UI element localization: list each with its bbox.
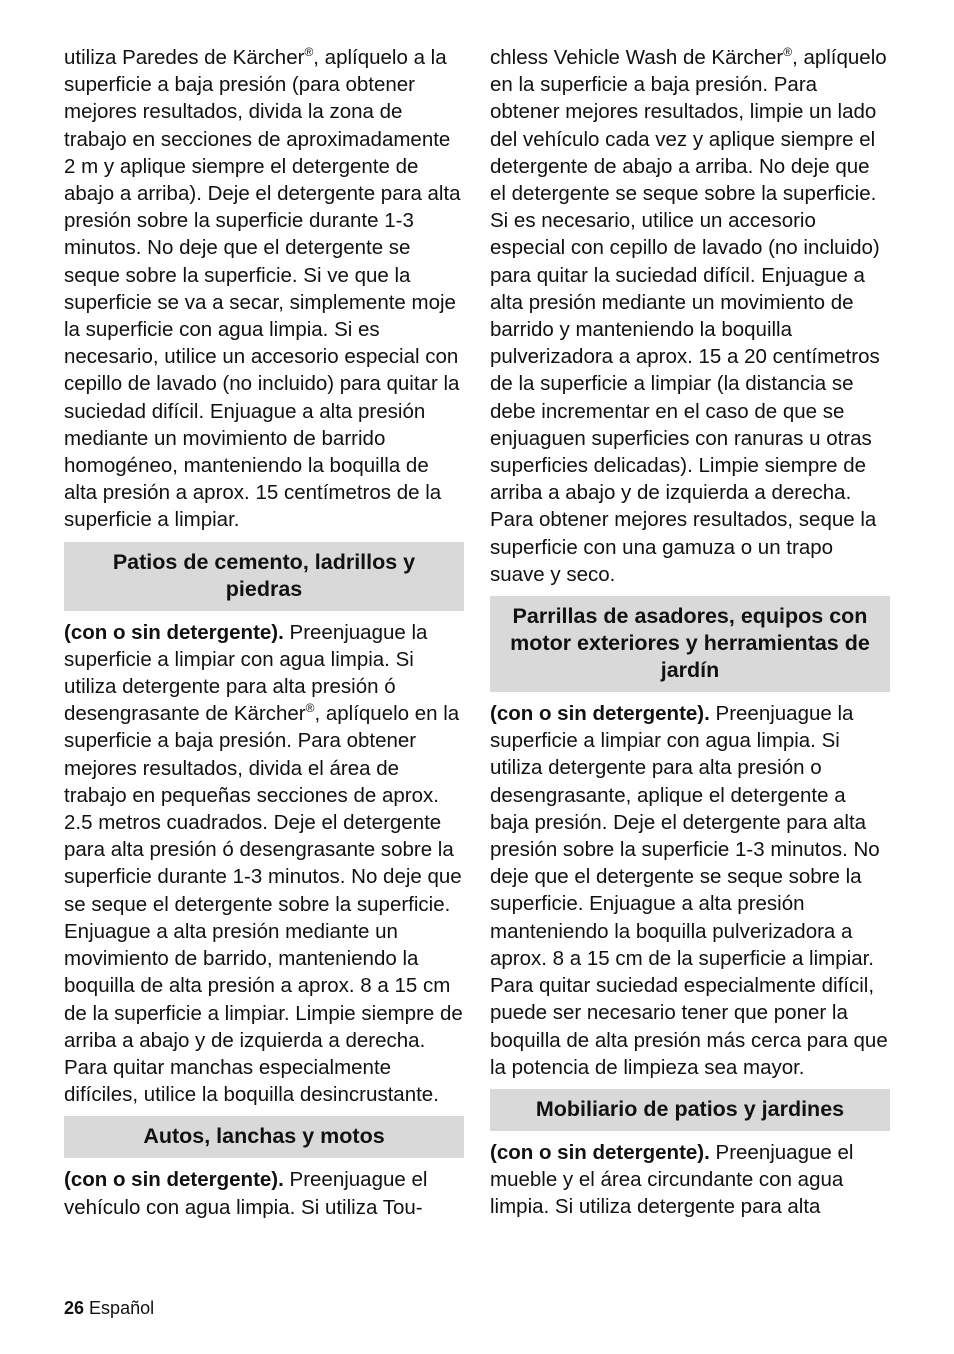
paragraph-text: Preenjuague la superficie a limpiar con agua limpia. Si utiliza detergente para alta presión ó desengrasante de Kärcher®, aplíquelo en la superficie a baja presión. Para obtener mejores resultados, divida el área de trabajo en pequeñas secciones de aprox. 2.5 metros cuadrados. Deje el detergente para alta presión ó desengrasante sobre la superficie durante 1-3 minutos. No deje que se seque el detergente sobre la superficie. Enjuague a alta presión mediante un movimiento de barrido, manteniendo la boquilla de alta presión a aprox. 8 a 15 cm de la superficie a limpiar. Limpie siempre de arriba a abajo y de izquierda a derecha. Para quitar manchas especialmente difíciles, utilice la boquilla desincrustante.	[64, 620, 463, 1107]
heading-mobiliario: Mobiliario de patios y jardines	[490, 1089, 890, 1131]
paragraph-text: Preenjuague el vehículo con agua limpia. Si utiliza Tou-	[64, 1168, 428, 1219]
paragraph-autos	[64, 1166, 464, 1220]
paragraph-intro-left: utiliza Paredes de Kärcher®, aplíquelo a la superficie a baja presión (para obtener mejores resultados, divida la zona de trabajo en secciones de aproximadamente 2 m y aplique siempre el detergente de abajo a arriba). Deje el detergente para alta presión sobre la superficie durante 1-3 minutos. No deje que el detergente se seque sobre la superficie. Si ve que la superficie se va a secar, simplemente moje la superficie con agua limpia. Si es necesario, utilice un accesorio especial con cepillo de lavado (no incluido) para quitar la suciedad difícil. Enjuague a alta presión mediante un movimiento de barrido homogéneo, manteniendo la boquilla de alta presión a aprox. 15 centímetros de la superficie a limpiar.	[64, 45, 461, 532]
paragraph-intro-right: chless Vehicle Wash de Kärcher®, aplíquelo en la superficie a baja presión. Para obtener mejores resultados, limpie un lado del vehículo cada vez y aplique siempre el detergente de abajo a arriba. No deje que el detergente se seque sobre la superficie. Si es necesario, utilice un accesorio especial con cepillo de lavado (no incluido) para quitar la suciedad difícil. Enjuague a alta presión mediante un movimiento de barrido y manteniendo la boquilla pulverizadora a aprox. 15 a 20 centímetros de la superficie a limpiar (la distancia se debe incrementar en el caso de que se enjuaguen superficies con ranuras u otras superficies delicadas). Limpie siempre de arriba a abajo y de izquierda a derecha. Para obtener mejores resultados, seque la superficie con una gamuza o un trapo suave y seco.	[490, 45, 887, 586]
paragraph-text: Preenjuague el mueble y el área circundante con agua limpia. Si utiliza detergente para alta	[490, 1140, 854, 1219]
paragraph-parrillas	[490, 700, 890, 1081]
paragraph-mobiliario	[490, 1139, 890, 1221]
heading-parrillas: Parrillas de asadores, equipos con motor exteriores y herramientas de jardín	[490, 596, 890, 692]
heading-patios: Patios de cemento, ladrillos y piedras	[64, 542, 464, 611]
paragraph-text: Preenjuague la superficie a limpiar con agua limpia. Si utiliza detergente para alta presión o desengrasante, aplique el detergente a baja presión. Deje el detergente para alta presión sobre la superficie 1-3 minutos. No deje que el detergente se seque sobre la superficie. Enjuague a alta presión manteniendo la boquilla pulverizadora a aprox. 8 a 15 cm de la superficie a limpiar. Para quitar suciedad especialmente difícil, puede ser necesario tener que poner la boquilla de alta presión más cerca para que la potencia de limpieza sea mayor.	[490, 702, 888, 1079]
right-column	[490, 44, 890, 1221]
heading-autos: Autos, lanchas y motos	[64, 1116, 464, 1158]
left-column	[64, 44, 464, 1221]
paragraph-patios	[64, 619, 464, 1109]
page-footer	[64, 1297, 154, 1319]
page-number: 26	[64, 1298, 85, 1318]
paragraph-lead: (con o sin detergente).	[490, 1140, 710, 1164]
page-language: Español	[89, 1298, 155, 1318]
paragraph-lead: (con o sin detergente).	[490, 702, 710, 726]
paragraph-lead: (con o sin detergente).	[64, 1168, 284, 1192]
paragraph-lead: (con o sin detergente).	[64, 620, 284, 644]
